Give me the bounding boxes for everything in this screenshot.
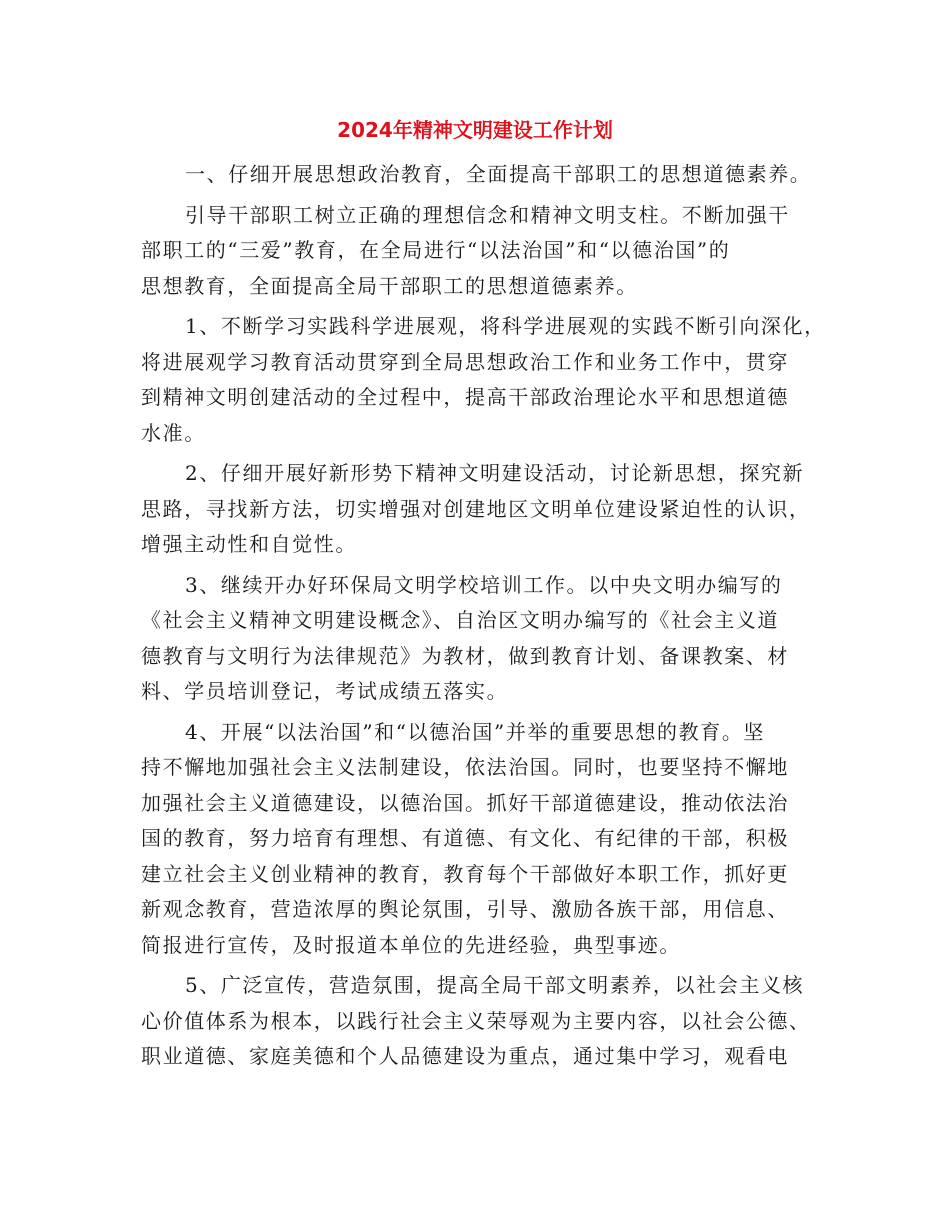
text-line: 职业道德、家庭美德和个人品德建设为重点，通过集中学习，观看电 <box>141 1044 789 1068</box>
text-line: 3、继续开办好环保局文明学校培训工作。以中央文明办编写的 <box>185 572 783 597</box>
text-line: 德教育与文明行为法律规范》为教材，做到教育计划、备课教案、材 <box>141 643 789 668</box>
text-line: 一、仔细开展思想政治教育，全面提高干部职工的思想道德素养。 <box>185 162 812 186</box>
paragraph <box>141 568 821 710</box>
paragraph <box>141 968 821 1075</box>
document-title: 2024年精神文明建设工作计划 <box>337 118 613 142</box>
text-line: 思想教育，全面提高全局干部职工的思想道德素养。 <box>141 273 638 298</box>
text-line: 心价值体系为根本，以践行社会主义荣辱观为主要内容，以社会公德、 <box>141 1008 811 1033</box>
paragraph <box>141 456 821 563</box>
text-line: 增强主动性和自觉性。 <box>141 532 357 556</box>
text-line: 将进展观学习教育活动贯穿到全局思想政治工作和业务工作中，贯穿 <box>141 349 789 374</box>
text-line: 加强社会主义道德建设，以德治国。抓好干部道德建设，推动依法治 <box>141 790 789 815</box>
text-line: 料、学员培训登记，考试成绩五落实。 <box>141 679 509 703</box>
text-line: 建立社会主义创业精神的教育，教育每个干部做好本职工作，抓好更 <box>141 861 789 886</box>
text-line: 4、开展“以法治国”和“以德治国”并举的重要思想的教育。坚 <box>185 719 766 744</box>
paragraph <box>141 715 821 964</box>
paragraph <box>141 157 821 193</box>
paragraph <box>141 198 821 305</box>
text-line: 国的教育，努力培育有理想、有道德、有文化、有纪律的干部，积极 <box>141 826 789 850</box>
text-line: 部职工的“三爱”教育，在全局进行“以法治国”和“以德治国”的 <box>141 238 731 262</box>
text-line: 新观念教育，营造浓厚的舆论氛围，引导、激励各族干部，用信息、 <box>141 897 789 921</box>
paragraph <box>141 309 826 451</box>
text-line: 简报进行宣传，及时报道本单位的先进经验，典型事迹。 <box>141 932 681 957</box>
text-line: 5、广泛宣传，营造氛围，提高全局干部文明素养，以社会主义核 <box>185 973 805 997</box>
text-line: 思路，寻找新方法，切实增强对创建地区文明单位建设紧迫性的认识， <box>141 496 811 521</box>
text-line: 1、不断学习实践科学进展观，将科学进展观的实践不断引向深化， <box>185 314 826 338</box>
document-body <box>141 157 826 1075</box>
text-line: 持不懈地加强社会主义法制建设，依法治国。同时，也要坚持不懈地 <box>141 755 789 779</box>
text-line: 水准。 <box>141 420 206 445</box>
text-line: 引导干部职工树立正确的理想信念和精神文明支柱。不断加强干 <box>185 202 790 227</box>
text-line: 2、仔细开展好新形势下精神文明建设活动，讨论新思想，探究新 <box>185 461 805 485</box>
text-line: 《社会主义精神文明建设概念》、自治区文明办编写的《社会主义道 <box>141 608 779 632</box>
text-line: 到精神文明创建活动的全过程中，提高干部政治理论水平和思想道德 <box>141 385 789 409</box>
